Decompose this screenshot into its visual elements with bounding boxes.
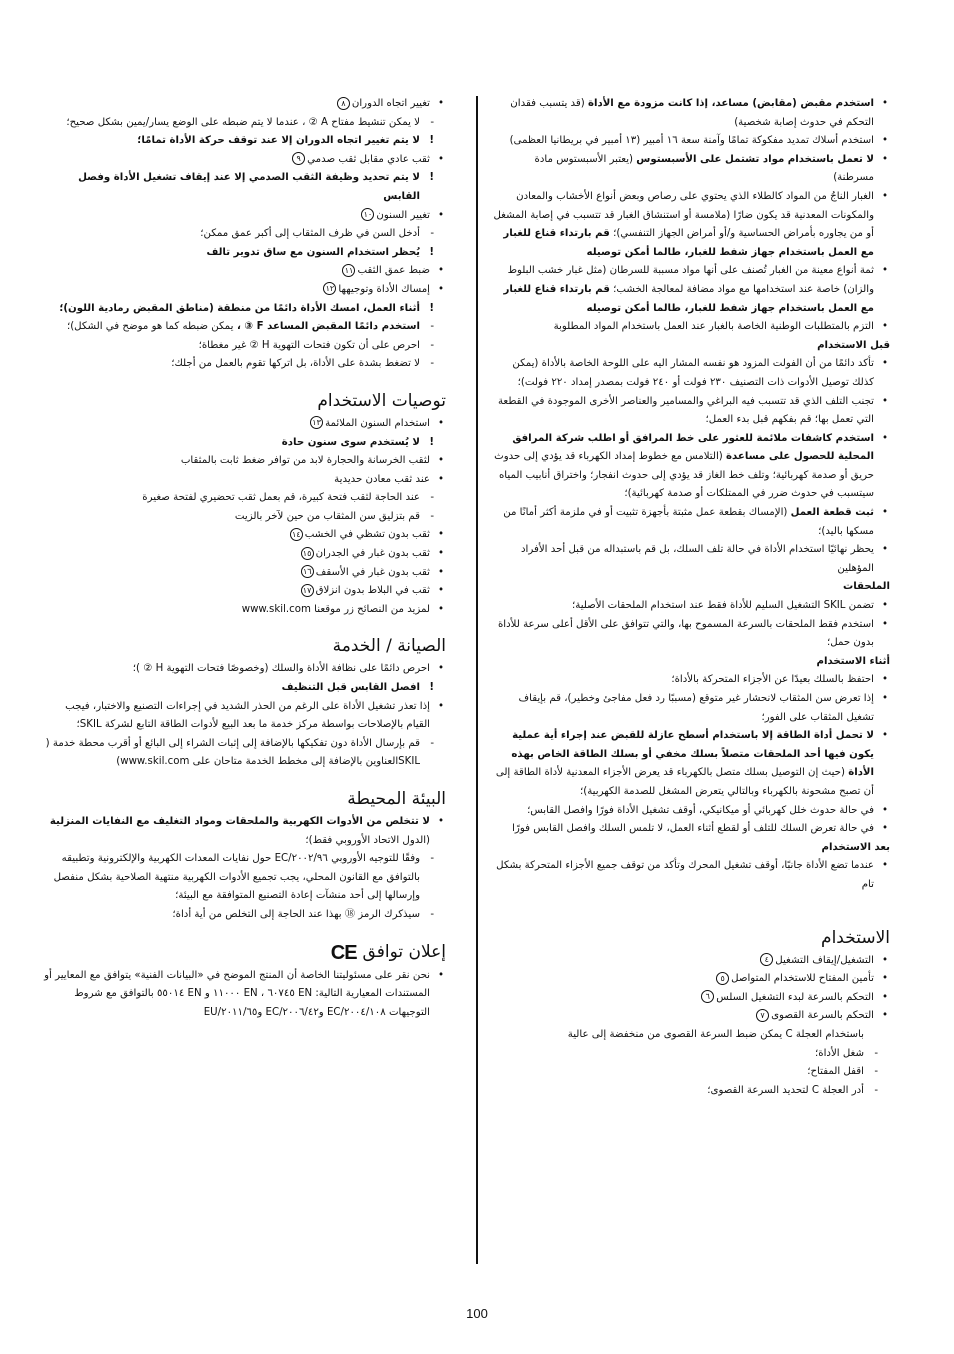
declaration-section-title	[44, 939, 446, 966]
item-text: لمزيد من النصائح زر موقعنا www.skil.com	[241, 603, 430, 615]
item-text: لا يتم تحديد وظيفة الثقب الصدمي إلا عند إيقاف تشغيل الأداة وفصل القابس	[78, 172, 420, 202]
item-text: أدر العجلة C لتحديد السرعة القصوى؛	[707, 1084, 864, 1096]
list-item	[44, 526, 446, 545]
accessories-heading: الملحقات	[842, 581, 890, 593]
figure-reference-number: ٨	[337, 97, 350, 110]
list-item	[44, 244, 446, 263]
item-text: ضبط عمق الثقب	[357, 265, 430, 277]
figure-reference-number: ١١	[342, 264, 355, 277]
page-number: 100	[466, 1306, 488, 1321]
item-text: افصل القابس قبل التنظيف	[281, 682, 420, 694]
maintenance-list	[44, 660, 446, 772]
list-item	[44, 132, 446, 151]
item-bold-text: استخدم دائمًا المقبض المساعد F ③ ،	[233, 321, 420, 333]
list-item	[492, 541, 890, 578]
item-text: إمساك الأداة وتوجيهها	[338, 283, 430, 295]
item-text: (الدول الاتحاد الأوروبي فقط)؛	[305, 834, 430, 846]
safety-list	[492, 95, 890, 337]
list-item	[492, 857, 890, 894]
list-item	[492, 952, 890, 971]
before-use-heading: قبل الاستخدام	[817, 339, 890, 351]
during-use-list	[492, 671, 890, 838]
list-item	[44, 660, 446, 679]
list-item	[492, 671, 890, 690]
list-item	[44, 452, 446, 471]
list-item	[492, 355, 890, 392]
list-item	[492, 318, 890, 337]
list-item	[492, 1082, 890, 1101]
item-text: (قد يتسبب فقدان التحكم في حدوث إصابة شخصية)	[510, 98, 874, 128]
during-use-heading: أثناء الاستخدام	[816, 655, 890, 667]
item-text: في حالة حدوث خلل كهربائي أو ميكانيكي، أوقف تشغيل الأداة فورًا وافصل القابس؛	[527, 804, 874, 816]
item-bold-text: ثبت قطعة العمل	[790, 507, 874, 519]
list-item	[492, 1026, 890, 1045]
figure-reference-number: ٤	[760, 953, 773, 966]
list-item	[492, 597, 890, 616]
list-item	[44, 262, 446, 281]
item-bold-text: استخدم مقبض (مقابض) مساعد، إذا كانت مزودة مع الأداة	[587, 98, 874, 109]
operation-list	[44, 95, 446, 374]
item-text: يحظر نهائيًا استخدام الأداة في حالة تلف السلك، بل قم باستبداله من قبل أحد الأفراد المؤهلين	[521, 544, 874, 574]
list-item	[492, 970, 890, 989]
list-item	[44, 434, 446, 453]
before-use-list	[492, 355, 890, 578]
item-text: احرص دائمًا على نظافة الأداة والسلك (وخصوصًا فتحات التهوية H ② )؛	[132, 663, 430, 675]
item-text: (يعتبر الأسبستوس مادة مسرطنة)	[534, 153, 874, 184]
left-column	[44, 95, 446, 1022]
item-text: (الإمساك بقطعة عمل مثبتة بأجهزة تثبيت أو في ملزمة أكثر أمانًا من مسكها باليد)؛	[503, 507, 874, 537]
item-text: في حالة تعرض السلك للتلف أو لقطع أثناء العمل، لا تلمس السلك وافصل القابس فورًا	[512, 823, 874, 835]
list-item	[44, 471, 446, 490]
item-text: عند ثقب معادن حديدية	[334, 473, 430, 485]
item-bold-text: استخدم كاشفات ملائمة للعثور على خط المرافق أو اطلب شركة المرافق المحلية للحصول على مساعدة	[512, 432, 874, 463]
item-text: إذا تعرض سن المثقاب لانحشار غير متوقع (مسببًا رد فعل مفاجئ وخطير)، قم بإيقاف تشغيل المثقاب على الفور؛	[518, 693, 874, 723]
figure-reference-number: ١٧	[301, 584, 314, 597]
item-text: تجنب التلف الذي قد تتسبب فيه البراغي والمسامير والعناصر الأخرى الموجودة في القطعة التي تعمل بها؛ قم بفكهم قبل بدء العمل؛	[497, 395, 874, 426]
list-item	[492, 95, 890, 132]
list-item	[44, 225, 446, 244]
list-item	[492, 188, 890, 262]
list-item	[492, 989, 890, 1008]
item-text: شغل الأداة؛	[815, 1047, 864, 1059]
item-text: اقفل المفتاح؛	[807, 1066, 864, 1078]
item-bold-text: قم بارتداء قناع للغبار مع العمل باستخدام جهاز شفط للغبار، طالما أمكن توصيله	[503, 228, 874, 258]
item-text: احتفظ بالسلك بعيدًا عن الأجزاء المتحركة بالأداة؛	[671, 674, 874, 686]
list-item	[44, 906, 446, 925]
item-text: لا تضغط بشدة على الأداة، بل اتركها تقوم بالعمل من أجلك؛	[171, 358, 420, 370]
item-text: تأكد دائمًا من أن الفولت المزود هو نفسه المشار اليه على اللوحة الخاصة بالأداة (يمكن كذلك توصيل الأدوات ذات التصنيف ٢٣٠ فولت أو ٢٤٠ فولت بمصدر إمداد ٢٢٠ فولت)؛	[512, 358, 874, 388]
item-text: التشغيل/إيقاف التشغيل	[775, 954, 874, 966]
list-item	[44, 355, 446, 374]
figure-reference-number: ٩	[292, 152, 305, 165]
item-text: التزم بالمتطلبات الوطنية الخاصة بالغبار عند العمل باستخدام المواد المطلوبة	[553, 321, 874, 333]
figure-reference-number: ١٦	[301, 565, 314, 578]
item-text: لا تتخلص من الأدوات الكهربية والملحقات ومواد التغليف مع النفايات المنزلية	[49, 816, 430, 827]
figure-reference-number: ٥	[716, 972, 729, 985]
item-bold-text: قم بارتداء قناع للغبار مع العمل باستخدام جهاز شفط للغبار، طالما أمكن توصيله	[503, 283, 874, 314]
list-item	[44, 281, 446, 300]
item-text: ثقب عادي مقابل ثقب صدمي	[307, 153, 430, 165]
item-text: سيذكرك الرمز ⑱ بهذا عند الحاجة إلى التخلص من أية أداة؛	[172, 908, 420, 920]
list-item	[44, 545, 446, 564]
item-text: لثقب الخرسانة والحجارة لابد من توافر ضغط ثابت بالمثقاب	[180, 455, 430, 467]
figure-reference-number: ١٤	[290, 528, 303, 541]
environment-list	[44, 813, 446, 925]
item-text: يمكن ضبطه كما هو موضح في الشكل)؛	[66, 321, 234, 333]
list-item	[492, 1045, 890, 1064]
item-text: (التلامس مع خطوط إمداد الكهرباء قد يؤدي إلى حدوث حريق أو صدمة كهربائية؛ وتلف خط الغاز قد يؤدي إلى حدوث انفجار؛ واختراق أنابيب المياه سيتسبب في حدوث ضرر في الممتلكات أو صدمة كهربائية)؛	[494, 451, 874, 500]
list-item	[44, 114, 446, 133]
list-item	[44, 601, 446, 620]
tips-section-title: توصيات الاستخدام	[317, 390, 446, 411]
maintenance-section-title: الصيانة / الخدمة	[332, 636, 446, 657]
item-text: وفقًا للتوجيه الأوروبي ٢٠٠٢/٩٦/EC حول نفايات المعدات الكهربية والإلكترونية وتطبيقه بالتوافق مع القانون المحلي، يجب تجميع الأدوات الكهربية منتهية الصلاحية بشكل منفصل وإرسالها إلى أحد منشآت إعادة التصنيع المتوافقة مع البيئة؛	[53, 853, 420, 902]
list-item	[492, 802, 890, 821]
item-bold-text: لا تحمل أداة الطاقة إلا باستخدام أسطح عازلة للقبض عند إجراء أية عملية يكون فيها أحد الملحقات متصلاً بسلك مخفي أو بسلك الطاقة الخاص بهذه الأداة	[511, 730, 874, 779]
item-text: تأمين المفتاح للاستخدام المتواصل	[731, 973, 874, 985]
list-item	[492, 262, 890, 318]
list-item	[44, 508, 446, 527]
declaration-list	[44, 967, 446, 1023]
column-divider	[476, 96, 478, 1264]
figure-reference-number: ١٠	[361, 208, 374, 221]
list-item	[492, 151, 890, 188]
list-item	[492, 820, 890, 839]
list-item	[44, 698, 446, 735]
item-text: الغبار الناجُ من المواد كالطلاء الذي يحتوي على رصاص وبعض أنواع الأخشاب والمعادن والمكونات المعدنية قد يكون ضارًا (ملامسة أو استنشاق الغبار قد تتسبب في إصابة المشغل أو من يجاوره بأمراض الحساسية و/أو أمراض الجهاز التنفسي)؛	[493, 190, 874, 240]
list-item	[44, 813, 446, 850]
list-item	[44, 850, 446, 906]
item-text: تضمن SKIL التشغيل السليم للأداة فقط عند استخدام الملحقات الأصلية؛	[572, 600, 874, 612]
list-item	[44, 169, 446, 206]
figure-reference-number: ١٢	[323, 282, 336, 295]
list-item	[492, 1007, 890, 1026]
item-text: ثمة أنواع معينة من الغبار تُصنف على أنها مواد مسببة للسرطان (مثل غبار خشب البلوط والزان) خاصة عند استخدامها مع مواد مضافة لمعالجة الخشب؛	[507, 265, 874, 295]
item-text: قم بإرسال الأداة دون تفكيكها بالإضافة إلى إثبات الشراء إلى البائع أو أقرب محطة خدمة ( SKILالعناوين بالإضافة إلى مخطط الخدمة متاحان على www.skil.com)	[45, 737, 420, 768]
item-text: استخدم أسلاك تمديد مفكوكة تمامًا وآمنة سعة ١٦ أمبير (١٣ أمبير في بريطانيا العظمى)	[509, 135, 874, 147]
list-item	[44, 207, 446, 226]
item-text: عندما تضع الأداة جانبًا، أوقف تشغيل المحرك وتأكد من توقف جميع الأجزاء المتحركة بشكل تام	[496, 860, 874, 890]
item-text: أثناء العمل، امسك الأداة دائمًا من منطقة (مناطق المقبض رمادية اللون)؛	[59, 302, 420, 314]
item-text: لا يمكن تنشيط مفتاح A ② ، عندما لا يتم ضبطه على الوضع يسار/يمين بشكل صحيح؛	[66, 116, 420, 128]
tips-list	[44, 415, 446, 620]
figure-reference-number: ١٣	[310, 416, 323, 429]
figure-reference-number: ٦	[701, 990, 714, 1003]
after-use-list	[492, 857, 890, 894]
list-item	[492, 504, 890, 541]
declaration-title-text: إعلان توافق	[362, 941, 446, 962]
item-text: إذا تعذر تشغيل الأداة على الرغم من الحذر الشديد في إجراءات التصنيع والاختبار، فيجب القيام بالإصلاحات بواسطة مركز خدمة ما بعد البيع لأدوات الطاقة التابع لشركة SKIL؛	[65, 700, 430, 731]
item-text: تغيير السنون	[376, 209, 430, 221]
list-item	[44, 679, 446, 698]
item-text: استخدام السنون الملائمة	[325, 417, 430, 429]
item-text: أدخل السن في ظرف المثقاب إلى أكبر عمق ممكن؛	[200, 228, 420, 240]
list-item	[44, 415, 446, 434]
item-text: تغيير اتجاه الدوران	[351, 98, 430, 109]
list-item	[492, 132, 890, 151]
list-item	[44, 489, 446, 508]
item-text: لا يتم تغيير اتجاه الدوران إلا عند توقف حركة الأداة تمامًا؛	[137, 135, 420, 147]
item-text: التحكم بالسرعة لبدء التشغيل السلس	[716, 991, 874, 1003]
item-text: ثقب في البلاط بدون انزلاق	[315, 585, 430, 597]
item-text: التحكم بالسرعة القصوى	[771, 1010, 874, 1022]
item-text: لا يُستخدم سوى سنون حادة	[281, 436, 420, 448]
after-use-heading: بعد الاستخدام	[821, 841, 890, 853]
item-text: عند الحاجة لثقب فتحة كبيرة، قم بعمل ثقب تحضيري لفتحة صغيرة	[142, 492, 420, 504]
item-text: (حيث إن التوصيل بسلك متصل بالكهرباء قد يعرض الأجزاء المعدنية لأداة الطاقة إلى أن تصبح مشحونة بالكهرباء وبالتالي يتعرض المشغل للصدمة الكهربية)؛	[495, 767, 874, 797]
list-item	[44, 967, 446, 1023]
list-item	[492, 690, 890, 727]
list-item	[44, 564, 446, 583]
ce-mark-logo: CE	[330, 941, 357, 964]
list-item	[44, 95, 446, 114]
list-item	[44, 582, 446, 601]
environment-section-title: البيئة المحيطة	[347, 789, 446, 809]
list-item	[44, 318, 446, 337]
item-text: يُحظر استخدام السنون مع ساق تدوير تالف	[206, 246, 420, 258]
list-item	[492, 430, 890, 504]
use-section-title: الاستخدام	[821, 927, 890, 948]
right-column	[492, 95, 890, 1100]
list-item	[44, 735, 446, 772]
item-text: احرص على أن تكون فتحات التهوية H ② غير مغطاة؛	[198, 339, 420, 351]
figure-reference-number: ١٥	[301, 547, 314, 560]
item-text: ثقب بدون غبار في الجدران	[315, 548, 430, 560]
list-item	[492, 1063, 890, 1082]
list-item	[44, 300, 446, 319]
accessories-list	[492, 597, 890, 653]
item-text: قم بتزليق سن المثقاب من حين لآخر بالزيت	[234, 510, 420, 522]
item-text: استخدم فقط الملحقات بالسرعة المسموح بها، والتي تتوافق على الأقل أعلى سرعة للأداة بدون حمل؛	[497, 618, 874, 649]
item-bold-text: لا تعمل باستخدام مواد تشتمل على الأسبستوس	[636, 153, 874, 165]
list-item	[492, 616, 890, 653]
figure-reference-number: ٧	[756, 1009, 769, 1022]
item-text: باستخدام العجلة C يمكن ضبط السرعة القصوى من منخفضة إلى عالية	[567, 1028, 864, 1040]
item-text: ثقب بدون غبار في الأسقف	[315, 566, 430, 578]
list-item	[44, 337, 446, 356]
list-item	[492, 393, 890, 430]
list-item	[44, 151, 446, 170]
item-text: نحن نقر على مسئوليتنا الخاصة أن المنتج الموضح في «البيانات الفنية» يتوافق مع المعايير أو المستندات المعيارية التالية: EN ٦٠٧٤٥ ، EN ١١٠٠٠ و EN ٥٥٠١٤ بالتوافق مع شروط التوجيهات ٢٠٠٤/١٠٨/EC و٢٠٠٦/٤٢/EC و٢٠١١/٦٥/EU	[44, 969, 430, 1018]
list-item	[492, 727, 890, 801]
use-list	[492, 952, 890, 1101]
item-text: ثقب بدون تشظي في الخشب	[304, 529, 430, 541]
